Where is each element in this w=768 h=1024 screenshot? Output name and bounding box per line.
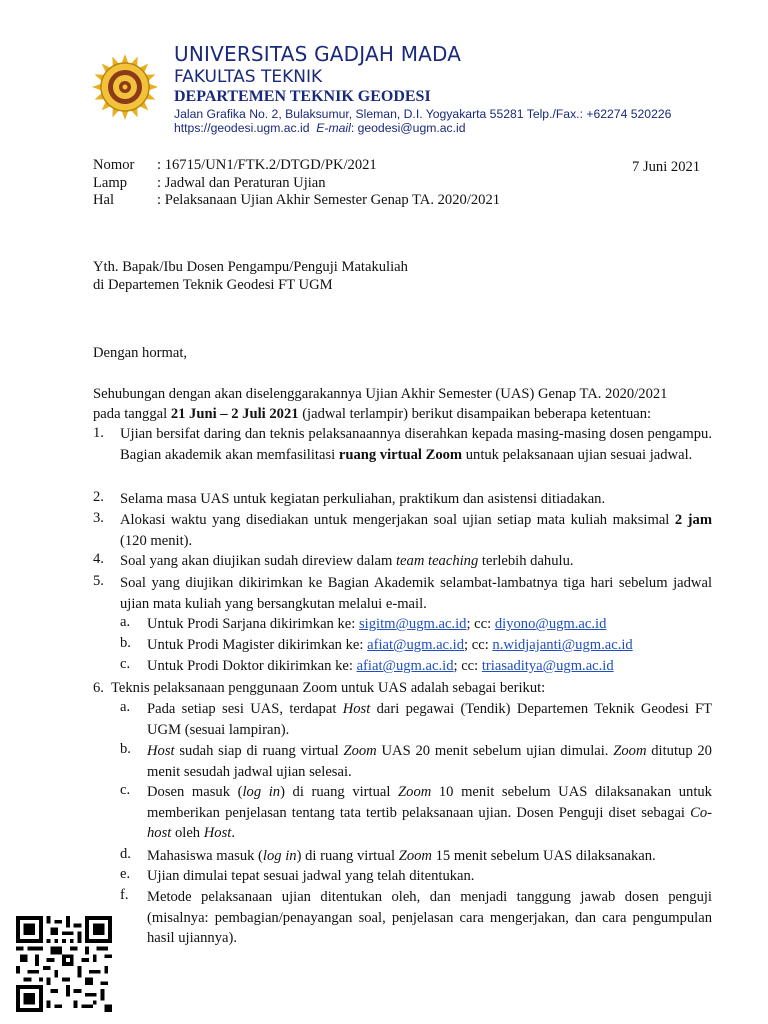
item-6b-p2: sudah siap di ruang virtual [174, 743, 344, 759]
intro-post: (jadwal terlampir) berikut disampaikan beberapa ketentuan: [298, 406, 652, 422]
greeting: Dengan hormat, [93, 345, 188, 361]
item-5a-text [147, 614, 606, 634]
address: Jalan Grafika No. 2, Bulaksumur, Sleman, D.I. Yogyakarta 55281 Telp./Fax.: +62274 520226 [174, 107, 672, 121]
item-1-text [120, 424, 712, 465]
item-6d-zoom: Zoom [398, 848, 432, 864]
item-6b-p4: UAS 20 menit sebelum ujian dimulai. [376, 743, 614, 759]
item-6c-host: Host [203, 825, 232, 841]
item-6f-text: Metode pelaksanaan ujian ditentukan oleh, dan menjadi tanggung jawab dosen penguji (misalnya: pembagian/penayangan soal, penjelasan cara mengerjakan, dan cara pengumpulan hasil ujiannya). [147, 889, 712, 946]
item-6d-label: d. [120, 846, 131, 862]
email-link[interactable]: triasaditya@ugm.ac.id [481, 658, 614, 674]
item-6a-text [147, 699, 712, 740]
item-6b-p6: ditutup 20 menit sesudah jadwal ujian selesai. [147, 743, 712, 780]
item-5a-prefix: Untuk Prodi Sarjana dikirimkan ke: [147, 616, 359, 632]
item-5b-label: b. [120, 635, 131, 651]
item-2-text: Selama masa UAS untuk kegiatan perkuliahan, praktikum dan asistensi ditiadakan. [120, 491, 606, 507]
item-6a-p3: dari pegawai (Tendik) Departemen Teknik Geodesi FT UGM (sesuai lampiran). [147, 701, 712, 738]
item-3-a: Alokasi waktu yang disediakan untuk mengerjakan soal ujian setiap mata kuliah maksimal [120, 512, 675, 528]
item-3-text [120, 510, 712, 551]
item-5a-cc: ; cc: [466, 616, 495, 632]
item-5c-text [147, 656, 614, 676]
item-6c-p1: Dosen masuk ( [147, 784, 243, 800]
lamp-label: Lamp [93, 175, 128, 191]
email-label: E-mail [316, 121, 351, 135]
email: : geodesi@ugm.ac.id [350, 121, 466, 135]
item-6e-label: e. [120, 866, 131, 882]
item-5-text: Soal yang diujikan dikirimkan ke Bagian Akademik selambat-lambatnya tiga hari sebelum jadwal ujian mata kuliah yang bersangkutan melalui e-mail. [120, 575, 712, 612]
item-3-bold: 2 jam [674, 512, 712, 528]
contact-line [174, 121, 466, 135]
item-6d-login: log in [262, 848, 297, 864]
item-6a-label: a. [120, 699, 131, 715]
item-4-italic: team teaching [396, 553, 479, 569]
email-link[interactable]: sigitm@ugm.ac.id [358, 616, 467, 632]
item-6f-label: f. [120, 887, 129, 903]
item-6e-text: Ujian dimulai tepat sesuai jadwal yang telah ditentukan. [147, 868, 475, 884]
website: https://geodesi.ugm.ac.id [174, 121, 310, 135]
item-6-line [93, 678, 545, 698]
item-6d-p1: Mahasiswa masuk ( [147, 848, 263, 864]
item-5c-prefix: Untuk Prodi Doktor dikirimkan ke: [147, 658, 357, 674]
intro-line-2 [93, 404, 651, 424]
item-6b-label: b. [120, 741, 131, 757]
intro-line-1: Sehubungan dengan akan diselenggarakannya Ujian Akhir Semester (UAS) Genap TA. 2020/2021 [93, 386, 668, 402]
item-1-number: 1. [93, 425, 104, 441]
item-6c-cohost: Co-host [147, 804, 712, 841]
item-3-number: 3. [93, 510, 104, 526]
intro-pre: pada tanggal [93, 406, 171, 422]
email-link[interactable]: afiat@ugm.ac.id [367, 637, 465, 653]
item-6d-text [147, 846, 656, 866]
nomor-value: : 16715/UN1/FTK.2/DTGD/PK/2021 [157, 157, 377, 173]
qr-code-icon [16, 916, 112, 1012]
item-1-bold: ruang virtual Zoom [338, 446, 463, 463]
item-6-text: Teknis pelaksanaan penggunaan Zoom untuk UAS adalah sebagai berikut: [111, 680, 546, 696]
item-4-number: 4. [93, 551, 104, 567]
intro-dates: 21 Juni – 2 Juli 2021 [170, 406, 299, 422]
item-6d-p5: 15 menit sebelum UAS dilaksanakan. [431, 848, 656, 864]
nomor-label: Nomor [93, 157, 135, 173]
item-6-number: 6. [93, 680, 104, 696]
hal-label: Hal [93, 192, 115, 208]
email-link[interactable]: diyono@ugm.ac.id [494, 616, 607, 632]
item-6c-p3: ) di ruang virtual [280, 784, 399, 800]
item-6c-p7: oleh [171, 825, 204, 841]
item-5b-prefix: Untuk Prodi Magister dikirimkan ke: [147, 637, 368, 653]
item-6c-zoom: Zoom [398, 784, 432, 800]
item-5-number: 5. [93, 573, 104, 589]
recipient-line-1: Yth. Bapak/Ibu Dosen Pengampu/Penguji Matakuliah [93, 259, 408, 275]
item-6c-label: c. [120, 782, 131, 798]
recipient-line-2: di Departemen Teknik Geodesi FT UGM [93, 277, 333, 293]
item-2-number: 2. [93, 489, 104, 505]
item-6c-p9: . [231, 825, 235, 841]
ugm-seal-icon [92, 54, 158, 120]
item-4-c: terlebih dahulu. [478, 553, 574, 569]
item-1-a: Ujian bersifat daring dan teknis pelaksanaannya diserahkan kepada masing-masing dosen pengampu. Bagian akademik akan memfasilitasi [120, 426, 712, 463]
item-5b-cc: ; cc: [464, 637, 493, 653]
item-3-c: (120 menit). [120, 532, 193, 549]
faculty-name: FAKULTAS TEKNIK [174, 67, 323, 87]
hal-value: : Pelaksanaan Ujian Akhir Semester Genap TA. 2020/2021 [157, 192, 501, 208]
item-6b-text [147, 741, 712, 782]
department-name: DEPARTEMEN TEKNIK GEODESI [174, 88, 431, 105]
item-6c-login: log in [242, 784, 281, 800]
university-name: UNIVERSITAS GADJAH MADA [174, 42, 462, 66]
item-4-a: Soal yang akan diujikan sudah direview dalam [120, 553, 396, 569]
item-6a-host: Host [342, 701, 371, 717]
item-6b-host: Host [147, 743, 175, 759]
item-6b-zoom-2: Zoom [613, 743, 647, 759]
item-4-text [120, 551, 574, 571]
item-1-c: untuk pelaksanaan ujian sesuai jadwal. [462, 446, 693, 463]
item-5a-label: a. [120, 614, 131, 630]
lamp-value: : Jadwal dan Peraturan Ujian [157, 175, 326, 191]
item-6c-p5: 10 menit sebelum UAS dilaksanakan untuk memberikan penjelasan tentang tata tertib pelaksanaan ujian. Dosen Penguji diset sebagai [147, 784, 712, 821]
letter-date: 7 Juni 2021 [632, 159, 701, 175]
item-5c-label: c. [120, 656, 131, 672]
item-5b-text [147, 635, 633, 655]
email-link[interactable]: n.widjajanti@ugm.ac.id [492, 637, 633, 653]
item-6b-zoom: Zoom [343, 743, 377, 759]
item-6d-p3: ) di ruang virtual [296, 848, 399, 864]
email-link[interactable]: afiat@ugm.ac.id [356, 658, 454, 674]
item-5c-cc: ; cc: [453, 658, 482, 674]
item-6a-p1: Pada setiap sesi UAS, terdapat [147, 701, 343, 717]
item-6c-text [147, 782, 712, 844]
